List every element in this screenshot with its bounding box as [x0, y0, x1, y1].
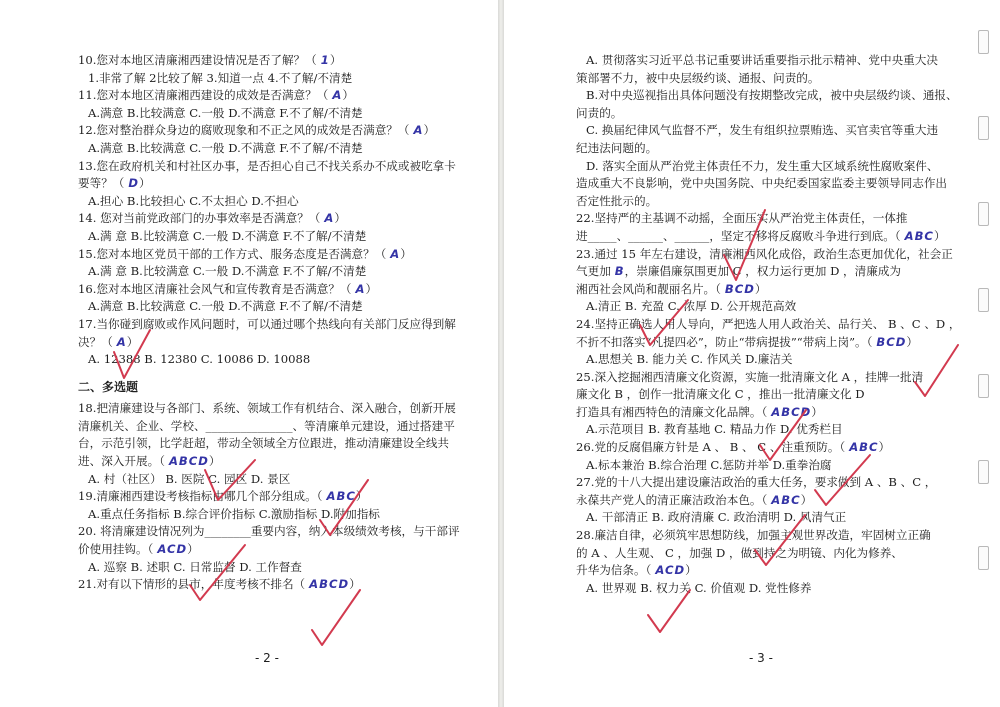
line-tail: ） — [400, 246, 412, 261]
right-questions — [576, 52, 960, 597]
question-continuation — [576, 562, 960, 580]
line-text: 20. 将清廉建设情况列为________重要内容，纳入本级绩效考核，与干部评 — [78, 524, 460, 539]
handwritten-answer: BCD — [876, 334, 907, 349]
line-tail: ） — [754, 281, 767, 296]
handwritten-answer: ABC — [849, 440, 879, 455]
line-tail: ） — [329, 53, 342, 67]
line-text: 14. 您对当前党政部门的办事效率是否满意？（ — [78, 211, 321, 226]
question-text — [78, 316, 484, 334]
question-text — [78, 488, 484, 506]
question-continuation — [78, 334, 484, 352]
line-text: 18.把清廉建设与各部门、系统、领域工作有机结合、深入融合，创新开展 — [78, 401, 456, 416]
line-tail: ） — [342, 88, 354, 103]
line-text: 27.党的十八大提出建设廉洁政治的重大任务，要求做到 A 、B 、C ， — [576, 475, 937, 490]
line-text: A. 12388 B. 12380 C. 10086 D. 10088 — [88, 352, 311, 367]
question-text — [78, 576, 484, 594]
handwritten-answer: ABC — [904, 228, 934, 243]
question-text — [78, 87, 484, 105]
line-tail: ） — [349, 577, 361, 592]
handwritten-answer: BCD — [724, 281, 755, 296]
answer-options — [576, 122, 960, 140]
line-tail: ） — [334, 211, 346, 226]
answer-options — [78, 228, 484, 246]
question-text — [78, 158, 484, 176]
handwritten-answer: ABCD — [309, 577, 350, 592]
question-continuation — [576, 281, 960, 299]
line-text: 问责的。 — [576, 105, 623, 120]
question-continuation — [576, 105, 960, 123]
question-text — [78, 281, 484, 299]
line-text: A. 贯彻落实习近平总书记重要讲话重要指示批示精神、党中央重大决 — [586, 53, 938, 67]
line-tail: ） — [933, 228, 946, 243]
binder-hole — [978, 546, 989, 570]
question-continuation — [576, 70, 960, 88]
handwritten-answer: A — [116, 334, 127, 349]
question-continuation — [576, 492, 960, 510]
line-text: 11.您对本地区清廉湘西建设的成效是否满意？（ — [78, 88, 329, 103]
question-continuation — [78, 453, 484, 471]
question-text — [576, 246, 960, 264]
line-tail: ） — [878, 440, 891, 455]
question-text — [576, 316, 960, 334]
binder-holes — [978, 30, 996, 632]
answer-options — [78, 105, 484, 123]
line-text: C. 换届纪律风气监督不严，发生有组织拉票贿选、买官卖官等重大违 — [586, 123, 939, 138]
line-tail: ） — [355, 489, 368, 504]
question-continuation — [576, 175, 960, 193]
page-number-left: - 2 - — [255, 651, 279, 665]
line-text: 湘西社会风尚和靓丽名片。（ — [576, 281, 721, 296]
line-text: 19.清廉湘西建设考核指标由哪几个部分组成。（ — [78, 489, 323, 504]
question-continuation — [78, 541, 484, 559]
answer-options — [576, 457, 960, 475]
question-text — [78, 122, 484, 140]
answer-options — [78, 193, 484, 211]
line-text: A. 世界观 B. 权力关 C. 价值观 D. 党性修养 — [586, 580, 812, 595]
line-text: 28.廉洁自律，必须筑牢思想防线，加强主观世界改造，牢固树立正确 — [576, 528, 931, 543]
line-text: A.担心 B.比较担心 C.不太担心 D.不担心 — [88, 193, 299, 208]
line-tail: ） — [800, 492, 813, 507]
handwritten-answer: ACD — [655, 563, 686, 578]
answer-options — [576, 52, 960, 70]
answer-options — [576, 351, 960, 369]
line-text: 15.您对本地区党员干部的工作方式、服务态度是否满意？（ — [78, 246, 387, 261]
line-text: 24.坚持正确选人用人导向，严把选人用人政治关、品行关、 B 、C 、D ， — [576, 316, 961, 331]
line-text: A.示范项目 B. 教育基地 C. 精品力作 D. 优秀栏目 — [586, 422, 843, 437]
binder-hole — [978, 460, 989, 484]
question-continuation — [576, 386, 960, 404]
question-continuation — [576, 140, 960, 158]
line-text: A.满意 B.比较满意 C.一般 D.不满意 F.不了解/不清楚 — [88, 140, 363, 155]
line-text: 进_____、______、______，坚定不移将反腐败斗争进行到底。（ — [576, 228, 901, 243]
line-text: 12.您对整治群众身边的腐败现象和不正之风的成效是否满意？（ — [78, 123, 410, 138]
handwritten-answer: B — [614, 264, 625, 279]
right-page — [504, 0, 1000, 707]
answer-options — [78, 559, 484, 577]
line-text: 25.深入挖掘湘西清廉文化资源，实施一批清廉文化 A ，挂牌一批清 — [576, 369, 924, 384]
line-text: 打造具有湘西特色的清廉文化品牌。（ — [576, 404, 768, 419]
line-text: A.满 意 B.比较满意 C.一般 D.不满意 F.不了解/不清楚 — [88, 264, 367, 279]
line-text: A.满意 B.比较满意 C.一般 D.不满意 F.不了解/不清楚 — [88, 105, 363, 120]
question-text — [576, 369, 960, 387]
handwritten-answer: ABCD — [771, 404, 812, 419]
question-text — [78, 52, 484, 70]
line-text: A. 巡察 B. 述职 C. 日常监督 D. 工作督查 — [88, 559, 302, 574]
line-text: A.满 意 B.比较满意 C.一般 D.不满意 F.不了解/不清楚 — [88, 228, 367, 243]
line-text: 决？（ — [78, 334, 113, 349]
page-number-right: - 3 - — [749, 651, 773, 665]
line-tail: ） — [685, 563, 697, 578]
binder-hole — [978, 30, 989, 54]
line-text: 的 A 、人生观、 C ，加强 D ，做到持之为明镜、内化为修养、 — [576, 545, 903, 560]
line-text: D. 落实全面从严治党主体责任不力，发生重大区域系统性腐败案件、 — [586, 158, 939, 173]
line-tail: ） — [208, 454, 221, 469]
question-continuation — [78, 418, 484, 436]
question-text — [576, 210, 960, 228]
question-text — [576, 474, 960, 492]
binder-hole — [978, 116, 989, 140]
binder-hole — [978, 202, 989, 226]
line-text: 26.党的反腐倡廉方针是 A 、 B 、 C 、注重预防。（ — [576, 440, 846, 455]
answer-options — [78, 140, 484, 158]
line-text: 17.当你碰到腐败或作风问题时，可以通过哪个热线向有关部门反应得到解 — [78, 316, 456, 331]
question-continuation — [576, 545, 960, 563]
answer-options — [78, 70, 484, 88]
line-text: 策部署不力，被中央层级约谈、通报、问责的。 — [576, 70, 820, 85]
line-text: 气更加 — [576, 264, 611, 279]
answer-options — [78, 263, 484, 281]
line-tail: ） — [906, 334, 919, 349]
binder-hole — [978, 374, 989, 398]
question-continuation — [576, 228, 960, 246]
line-text: 台，示范引领，比学赶超，带动全领域全方位跟进，推动清廉建设全线共 — [78, 436, 450, 451]
answer-options — [576, 298, 960, 316]
line-text: A.清正 B. 充盈 C. 浓厚 D. 公开规范高效 — [586, 299, 797, 314]
question-text — [78, 246, 484, 264]
answer-options — [576, 87, 960, 105]
line-tail: ，崇廉倡廉氛围更加 C ，权力运行更加 D ，清廉成为 — [624, 264, 902, 279]
handwritten-answer: ABCD — [168, 454, 209, 469]
line-text: 价使用挂钩。（ — [78, 542, 154, 557]
line-text: 纪违法问题的。 — [576, 140, 658, 155]
line-text: 升华为信条。（ — [576, 563, 652, 578]
question-text — [78, 523, 484, 541]
line-text: 造成重大不良影响，党中央国务院、中央纪委国家监委主要领导同志作出 — [576, 176, 948, 191]
line-text: 1.非常了解 2比较了解 3.知道一点 4.不了解/不清楚 — [88, 70, 353, 85]
handwritten-answer: ACD — [157, 542, 188, 557]
line-text: A.满意 B.比较满意 C.一般 D.不满意 F.不了解/不清楚 — [88, 299, 363, 314]
question-text — [78, 210, 484, 228]
line-tail: ） — [139, 176, 151, 191]
line-text: A.重点任务指标 B.综合评价指标 C.激励指标 D.附加指标 — [88, 506, 380, 521]
line-text: 16.您对本地区清廉社会风气和宣传教育是否满意？（ — [78, 281, 352, 296]
line-tail: ） — [126, 334, 139, 349]
question-continuation — [576, 404, 960, 422]
line-text: 否定性批示的。 — [576, 193, 658, 208]
left-questions — [78, 52, 484, 369]
handwritten-answer: A — [390, 246, 401, 261]
line-text: 21.对有以下情形的县市，年度考核不排名（ — [78, 577, 306, 592]
left-page — [0, 0, 498, 707]
answer-options — [78, 471, 484, 489]
question-continuation — [78, 435, 484, 453]
line-text: 22.坚持严的主基调不动摇，全面压实从严治党主体责任，一体推 — [576, 211, 908, 226]
answer-options — [78, 298, 484, 316]
line-tail: ） — [423, 123, 436, 138]
line-text: 进、深入开展。（ — [78, 454, 165, 469]
binder-hole — [978, 288, 989, 312]
handwritten-answer: 1 — [320, 53, 330, 67]
line-tail: ） — [187, 542, 199, 557]
line-text: A. 村（社区） B. 医院 C. 园区 D. 景区 — [88, 471, 291, 486]
line-text: 廉文化 B ，创作一批清廉文化 C ，推出一批清廉文化 D — [576, 387, 865, 402]
left-questions-multi — [78, 400, 484, 594]
answer-options — [576, 158, 960, 176]
answer-options — [576, 509, 960, 527]
question-text — [576, 527, 960, 545]
line-text: A.思想关 B. 能力关 C. 作风关 D.廉洁关 — [586, 352, 793, 367]
question-continuation — [576, 334, 960, 352]
handwritten-answer: D — [128, 176, 140, 191]
handwritten-answer: ABC — [771, 492, 801, 507]
line-text: A.标本兼治 B.综合治理 C.惩防并举 D.重拳治腐 — [586, 457, 832, 472]
line-text: 23.通过 15 年左右建设，清廉湘西风化成俗，政治生态更加优化，社会正 — [576, 246, 953, 261]
question-continuation — [78, 175, 484, 193]
line-text: 永葆共产党人的清正廉洁政治本色。（ — [576, 492, 768, 507]
line-text: 不折不扣落实“凡提四必”，防止“带病提拔”“带病上岗”。（ — [576, 334, 873, 349]
line-text: 清廉机关、企业、学校、_______________、等清廉单元建设，通过搭建平 — [78, 418, 455, 433]
handwritten-answer: A — [324, 211, 335, 226]
line-text: 13.您在政府机关和村社区办事，是否担心自己不找关系办不成或被吃拿卡 — [78, 158, 456, 173]
line-text: 10.您对本地区清廉湘西建设情况是否了解？（ — [78, 53, 317, 67]
line-text: A. 干部清正 B. 政府清廉 C. 政治清明 D. 风清气正 — [586, 510, 847, 525]
line-tail: ） — [365, 281, 378, 296]
answer-options — [576, 421, 960, 439]
handwritten-answer: A — [332, 88, 343, 103]
question-continuation — [576, 263, 960, 281]
answer-options — [78, 351, 484, 369]
question-continuation — [576, 193, 960, 211]
line-text: B.对中央巡视指出具体问题没有按期整改完成，被中央层级约谈、通报、 — [586, 88, 958, 103]
line-text: 要等？（ — [78, 176, 125, 191]
line-tail: ） — [811, 404, 823, 419]
answer-options — [576, 580, 960, 598]
handwritten-answer: A — [413, 123, 424, 138]
question-text — [576, 439, 960, 457]
question-text — [78, 400, 484, 418]
section-title-multiple-choice: 二、多选题 — [78, 379, 139, 394]
answer-options — [78, 506, 484, 524]
handwritten-answer: ABC — [326, 489, 356, 504]
handwritten-answer: A — [355, 281, 366, 296]
